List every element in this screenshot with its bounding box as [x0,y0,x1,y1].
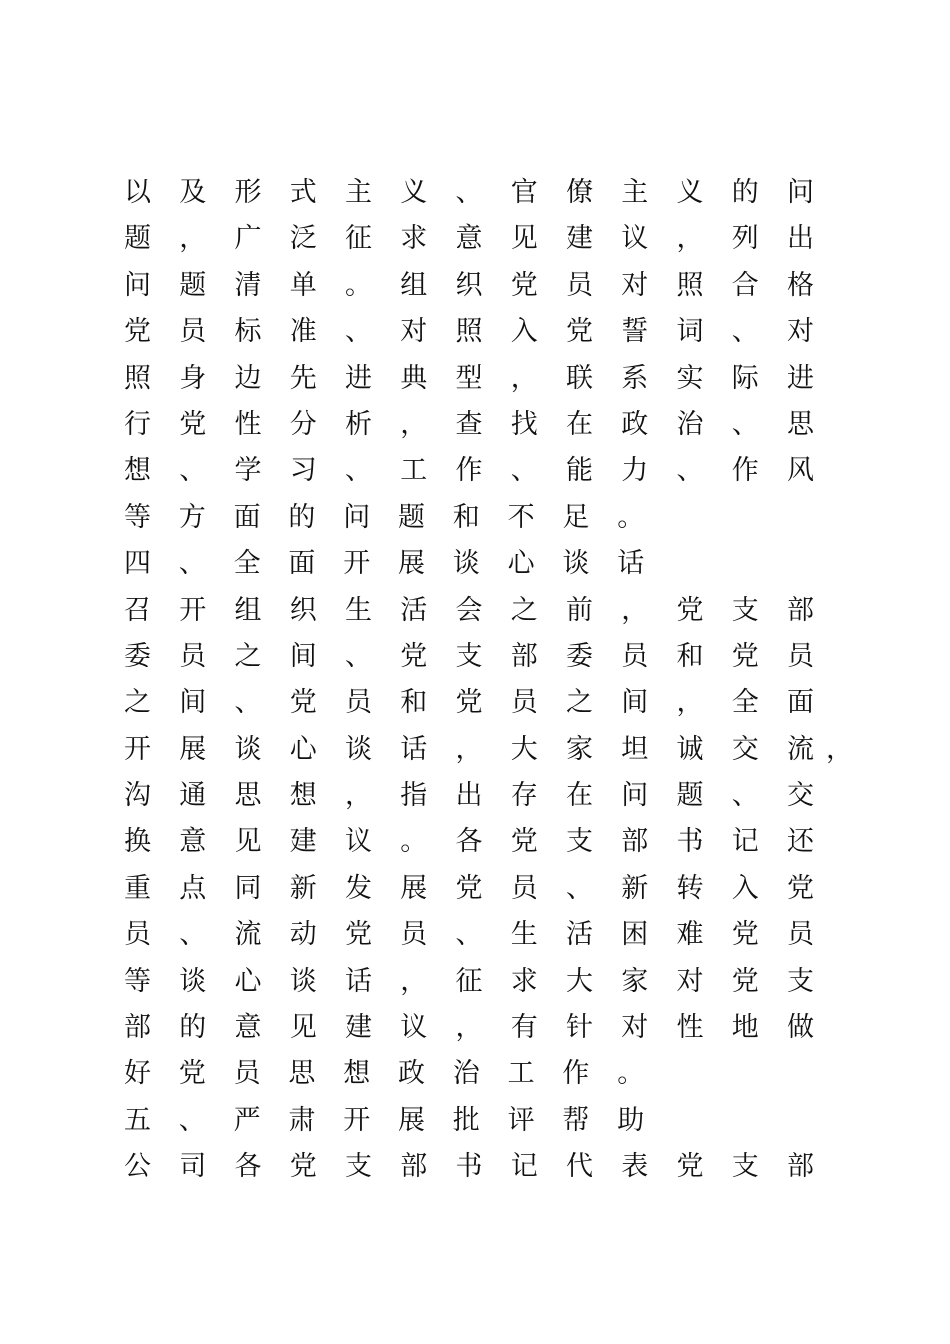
text-line: 部的意见建议，有针对性地做 [124,1012,814,1044]
text-line: 等谈心谈话，征求大家对党支 [124,965,814,997]
text-line: 题，广泛征求意见建议，列出 [124,223,814,255]
text-line: 问题清单。组织党员对照合格 [124,269,814,301]
text-line: 委员之间、党支部委员和党员 [124,640,814,672]
text-line: 开展谈心谈话，大家坦诚交流 [124,733,814,765]
text-line: 行党性分析，查找在政治、思 [124,408,814,440]
text-line: 好党员思想政治工作。 [124,1058,672,1090]
text-line: 想、学习、工作、能力、作风 [124,455,814,487]
text-line: 重点同新发展党员、新转入党 [124,872,814,904]
overflow-punctuation: ， [826,734,853,765]
body-text [124,170,814,1191]
text-line: 换意见建议。各党支部书记还 [124,826,814,858]
text-line: 员、流动党员、生活困难党员 [124,919,814,951]
section-heading: 四、全面开展谈心谈话 [124,548,672,580]
text-line: 召开组织生活会之前，党支部 [124,594,814,626]
text-line: 之间、党员和党员之间，全面 [124,687,814,719]
text-line: 照身边先进典型，联系实际进 [124,362,814,394]
text-line: 公司各党支部书记代表党支部 [124,1151,814,1183]
text-line: 以及形式主义、官僚主义的问 [124,177,814,208]
section-heading: 五、严肃开展批评帮助 [124,1104,672,1136]
text-line: 等方面的问题和不足。 [124,501,672,533]
text-line: 沟通思想，指出存在问题、交 [124,780,814,812]
text-line: 党员标准、对照入党誓词、对 [124,316,814,348]
